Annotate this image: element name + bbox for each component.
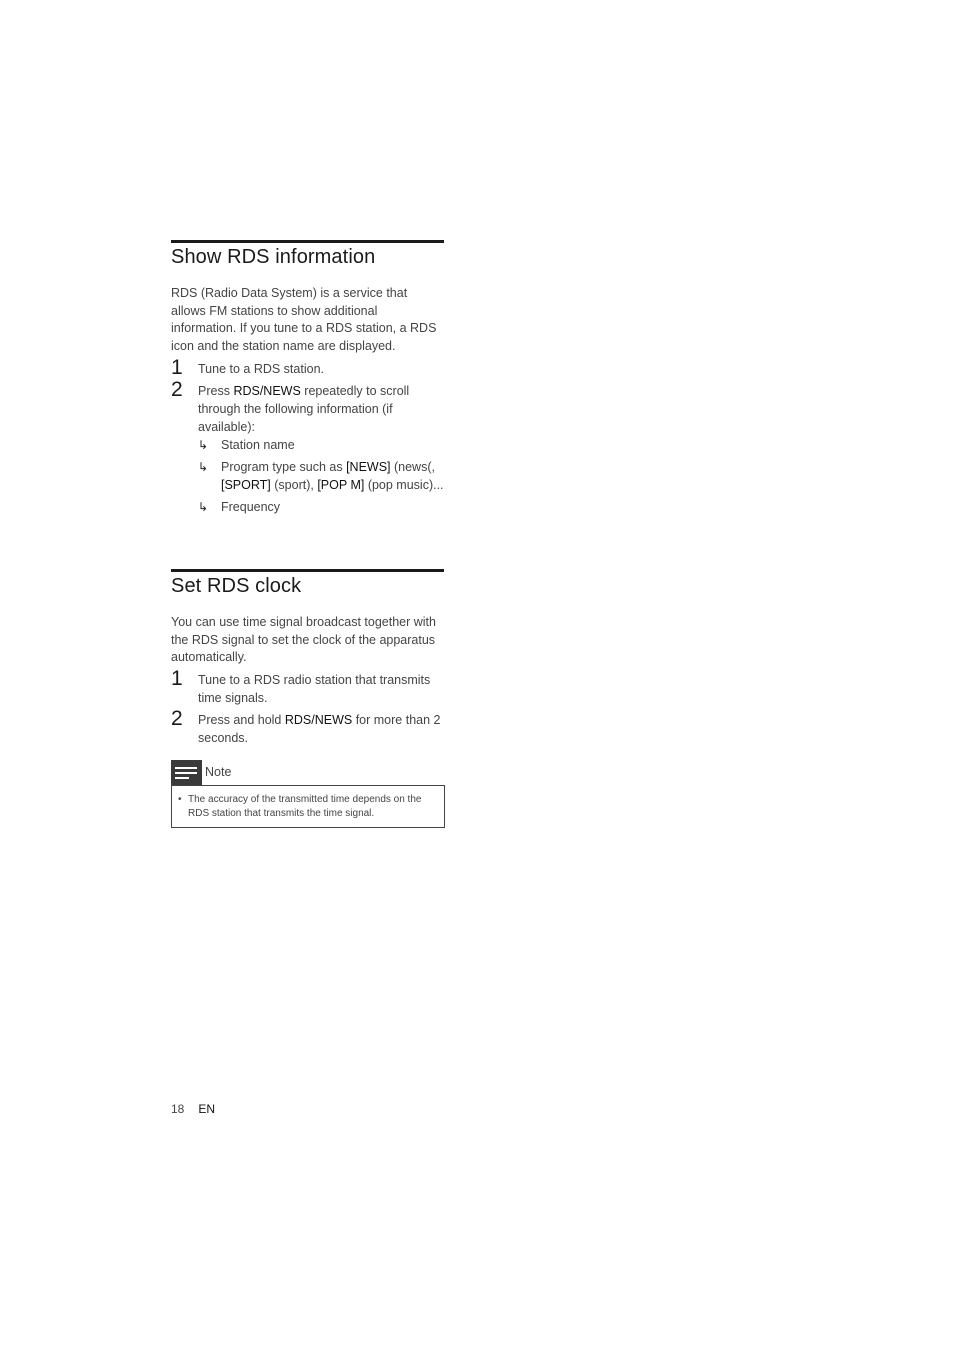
subitem-text: Frequency: [221, 500, 281, 514]
subitem-station-name: [198, 436, 444, 454]
step-number: 2: [171, 378, 183, 401]
key-sport: [SPORT]: [221, 478, 271, 492]
pop-desc: (pop music)...: [364, 478, 444, 492]
note-box: [171, 785, 445, 828]
key-rds-news: RDS/NEWS: [233, 384, 301, 398]
subitem-frequency: [198, 498, 444, 516]
step-1: [171, 666, 444, 707]
step-text-post: for more than 2 seconds.: [198, 712, 441, 745]
intro-paragraph: RDS (Radio Data System) is a service that allows FM stations to show additional information. If you tune to a RDS station, a RDS icon and the station name are displayed.: [171, 286, 437, 353]
note-block: [171, 760, 445, 828]
section-title: Set RDS clock: [171, 575, 302, 597]
arrow-icon: ↳: [198, 438, 209, 452]
subitem-text: Station name: [221, 438, 295, 452]
step-2: [171, 706, 444, 747]
page-footer: [171, 1102, 215, 1116]
section-rule: [171, 569, 444, 572]
step-text-post: repeatedly to scroll through the following information (if available):: [198, 384, 410, 434]
note-label: Note: [205, 765, 232, 779]
step-number: 2: [171, 706, 183, 730]
note-text: The accuracy of the transmitted time depends on the RDS station that transmits the time signal.: [188, 794, 422, 819]
key-rds-news: RDS/NEWS: [284, 712, 353, 727]
note-item: [178, 793, 436, 821]
page-number: 18: [171, 1102, 185, 1116]
key-pop-m: [POP M]: [317, 478, 365, 492]
key-news: [NEWS]: [346, 460, 391, 474]
note-header: [171, 760, 445, 785]
step-1: [171, 356, 444, 379]
section-rule: [171, 240, 444, 243]
section-show-rds-information: [171, 240, 444, 516]
step-text: Tune to a RDS station.: [198, 362, 324, 376]
subitem-text-pre: Program type such as: [221, 460, 347, 474]
arrow-icon: ↳: [198, 500, 209, 514]
subitem-program-type: [198, 458, 444, 494]
step-2: [171, 378, 444, 436]
section-title: Show RDS information: [171, 246, 376, 268]
step-text-pre: Press: [198, 384, 234, 398]
step-text-pre: Press and hold: [198, 712, 285, 727]
step-number: 1: [171, 356, 183, 379]
bullet: •: [178, 794, 182, 805]
news-desc: (news(,: [390, 460, 435, 474]
step-text: Tune to a RDS radio station that transmits time signals.: [198, 672, 431, 705]
arrow-icon: ↳: [198, 460, 209, 474]
section-set-rds-clock: [171, 569, 444, 747]
sport-desc: (sport),: [270, 478, 318, 492]
note-icon: [171, 760, 202, 785]
language-code: EN: [198, 1102, 216, 1116]
step-number: 1: [171, 666, 183, 690]
intro-paragraph: You can use time signal broadcast together with the RDS signal to set the clock of the apparatus automatically.: [171, 615, 436, 664]
